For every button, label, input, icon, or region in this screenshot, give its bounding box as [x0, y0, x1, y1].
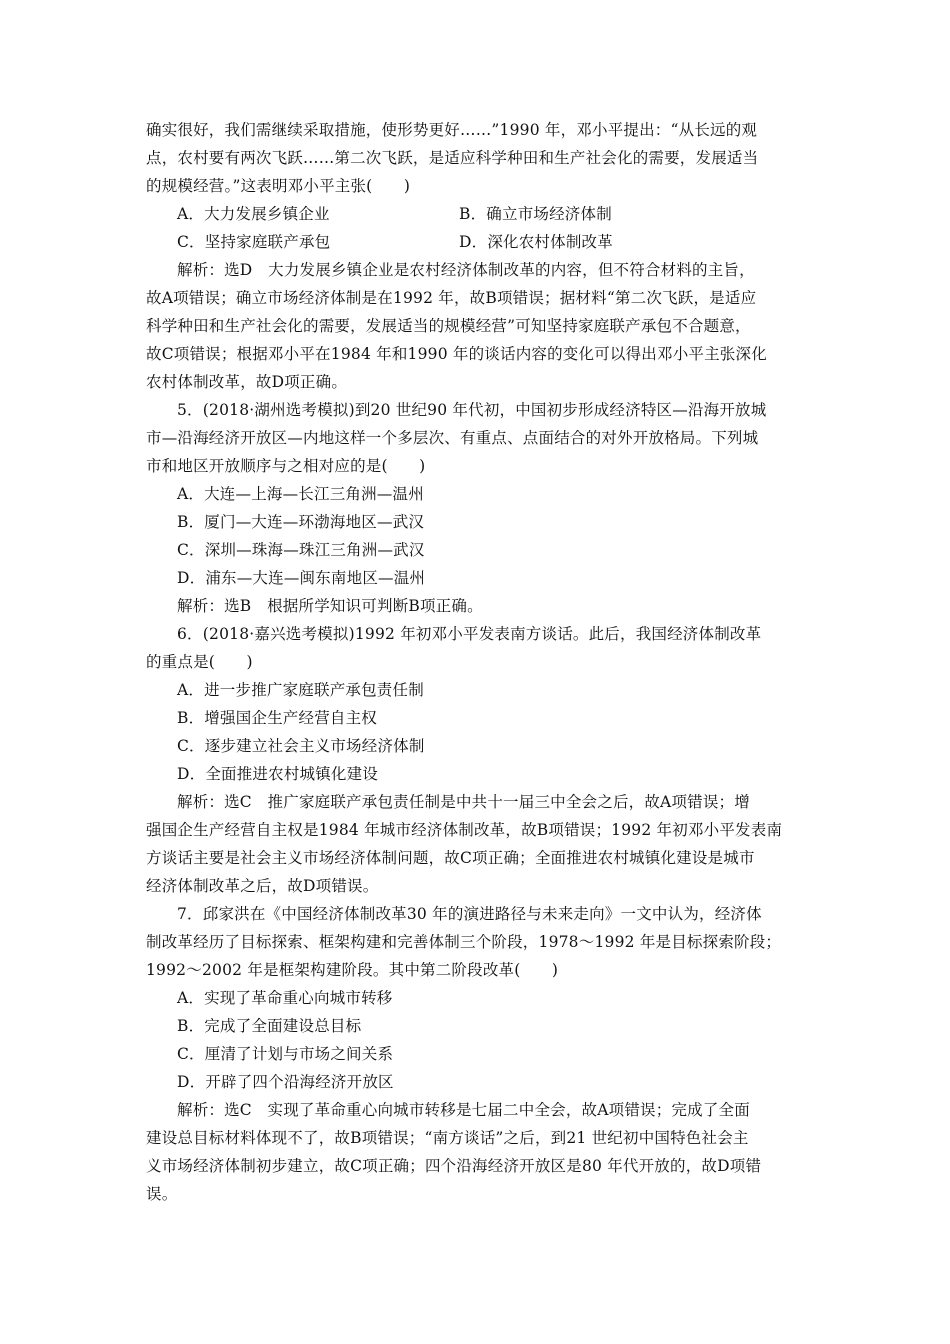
q4-analysis-line: 故A项错误；确立市场经济体制是在1992 年，故B项错误；据材料“第二次飞跃，是适应 — [146, 289, 757, 307]
q4-stem-line: 确实很好，我们需继续采取措施，使形势更好……”1990 年，邓小平提出：“从长远的观 — [146, 121, 758, 139]
q5-analysis-line: 解析：选B 根据所学知识可判断B项正确。 — [177, 597, 483, 615]
q4-option-d: D．深化农村体制改革 — [459, 233, 613, 251]
q6-analysis-line: 强国企生产经营自主权是1984 年城市经济体制改革，故B项错误；1992 年初邓小平发表南 — [146, 821, 783, 839]
q6-stem-line: 的重点是( ) — [146, 653, 253, 671]
q6-analysis-line: 经济体制改革之后，故D项错误。 — [146, 877, 379, 895]
q5-option-c: C．深圳—珠海—珠江三角洲—武汉 — [177, 541, 425, 559]
q6-option-d: D．全面推进农村城镇化建设 — [177, 765, 379, 783]
q7-option-b: B．完成了全面建设总目标 — [177, 1017, 362, 1035]
q4-option-row — [146, 200, 810, 228]
q4-analysis-line: 故C项错误；根据邓小平在1984 年和1990 年的谈话内容的变化可以得出邓小平主张深化 — [146, 345, 767, 363]
q6-option-c: C．逐步建立社会主义市场经济体制 — [177, 737, 425, 755]
q4-stem-line: 的规模经营。”这表明邓小平主张( ) — [146, 177, 411, 195]
q7-stem-line: 7．邱家洪在《中国经济体制改革30 年的演进路径与未来走向》一文中认为，经济体 — [177, 905, 762, 923]
q5-option-d: D．浦东—大连—闽东南地区—温州 — [177, 569, 426, 587]
q5-stem-line: 5．(2018·湖州选考模拟)到20 世纪90 年代初，中国初步形成经济特区—沿海开放城 — [177, 401, 767, 419]
q6-option-a: A．进一步推广家庭联产承包责任制 — [177, 681, 424, 699]
q7-analysis-line: 误。 — [146, 1185, 178, 1203]
q5-stem-line: 市和地区开放顺序与之相对应的是( ) — [146, 457, 426, 475]
q4-analysis-line: 解析：选D 大力发展乡镇企业是农村经济体制改革的内容，但不符合材料的主旨， — [177, 261, 755, 279]
document-body — [146, 116, 810, 1208]
q7-option-d: D．开辟了四个沿海经济开放区 — [177, 1073, 394, 1091]
q7-stem-line: 制改革经历了目标探索、框架构建和完善体制三个阶段，1978～1992 年是目标探索阶段； — [146, 933, 782, 951]
q4-option-row — [146, 228, 810, 256]
q6-analysis-line: 方谈话主要是社会主义市场经济体制问题，故C项正确；全面推进农村城镇化建设是城市 — [146, 849, 755, 867]
q6-analysis-line: 解析：选C 推广家庭联产承包责任制是中共十一届三中全会之后，故A项错误；增 — [177, 793, 750, 811]
q4-option-b: B．确立市场经济体制 — [459, 205, 612, 223]
q4-analysis-line: 农村体制改革，故D项正确。 — [146, 373, 348, 391]
q5-stem-line: 市—沿海经济开放区—内地这样一个多层次、有重点、点面结合的对外开放格局。下列城 — [146, 429, 759, 447]
q5-option-a: A．大连—上海—长江三角洲—温州 — [177, 485, 424, 503]
q4-option-a: A．大力发展乡镇企业 — [177, 205, 330, 223]
q7-analysis-line: 建设总目标材料体现不了，故B项错误；“南方谈话”之后，到21 世纪初中国特色社会主 — [146, 1129, 749, 1147]
q4-stem-line: 点，农村要有两次飞跃……第二次飞跃，是适应科学种田和生产社会化的需要，发展适当 — [146, 149, 759, 167]
q4-option-c: C．坚持家庭联产承包 — [177, 233, 331, 251]
q7-stem-line: 1992～2002 年是框架构建阶段。其中第二阶段改革( ) — [146, 961, 559, 979]
q7-option-c: C．厘清了计划与市场之间关系 — [177, 1045, 394, 1063]
q6-stem-line: 6．(2018·嘉兴选考模拟)1992 年初邓小平发表南方谈话。此后，我国经济体制改革 — [177, 625, 762, 643]
q7-analysis-line: 义市场经济体制初步建立，故C项正确；四个沿海经济开放区是80 年代开放的，故D项错 — [146, 1157, 762, 1175]
q6-option-b: B．增强国企生产经营自主权 — [177, 709, 377, 727]
q5-option-b: B．厦门—大连—环渤海地区—武汉 — [177, 513, 425, 531]
q7-analysis-line: 解析：选C 实现了革命重心向城市转移是七届二中全会，故A项错误；完成了全面 — [177, 1101, 750, 1119]
q4-analysis-line: 科学种田和生产社会化的需要，发展适当的规模经营”可知坚持家庭联产承包不合题意， — [146, 317, 751, 335]
q7-option-a: A．实现了革命重心向城市转移 — [177, 989, 393, 1007]
